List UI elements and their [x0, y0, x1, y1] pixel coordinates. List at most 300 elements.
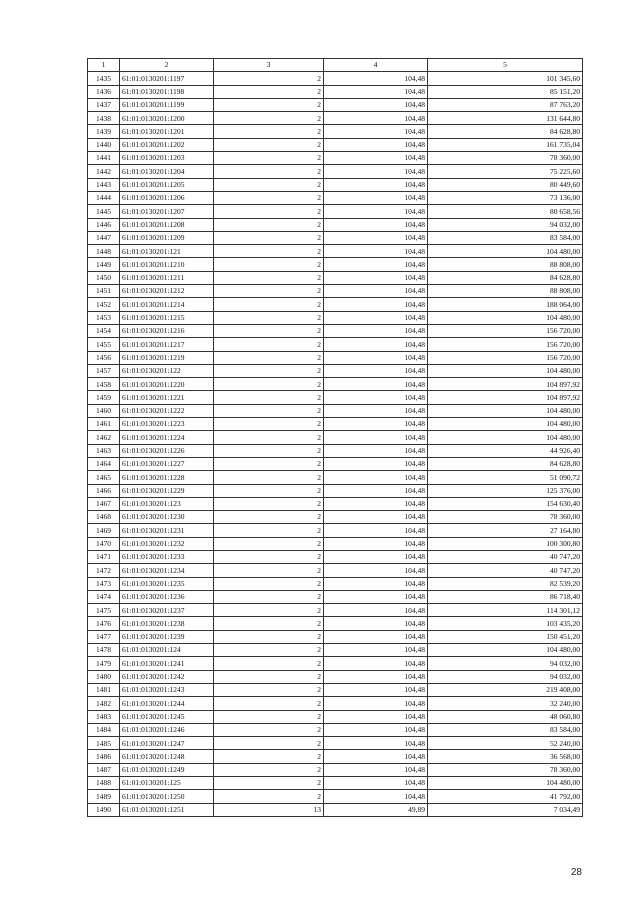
column-4-value: 104,48 — [324, 431, 428, 444]
table-row — [88, 564, 583, 577]
column-4-value: 104,48 — [324, 218, 428, 231]
column-4-value: 104,48 — [324, 298, 428, 311]
column-4-value: 104,48 — [324, 311, 428, 324]
row-number: 1467 — [88, 497, 120, 510]
column-3-value: 2 — [214, 670, 324, 683]
column-4-value: 104,48 — [324, 138, 428, 151]
table-row — [88, 617, 583, 630]
column-4-value: 104,48 — [324, 657, 428, 670]
table-row — [88, 98, 583, 111]
row-number: 1448 — [88, 245, 120, 258]
column-5-value: 100 300,80 — [428, 537, 583, 550]
table-row — [88, 723, 583, 736]
row-number: 1463 — [88, 444, 120, 457]
column-5-value: 104 897,92 — [428, 391, 583, 404]
column-5-value: 161 735,04 — [428, 138, 583, 151]
column-3-value: 2 — [214, 364, 324, 377]
column-3-value: 2 — [214, 657, 324, 670]
table-row — [88, 165, 583, 178]
row-number: 1482 — [88, 697, 120, 710]
cadastral-number: 61:01:0130201:1226 — [120, 444, 214, 457]
table-row — [88, 750, 583, 763]
column-3-value: 2 — [214, 604, 324, 617]
column-5-value: 104 897,92 — [428, 378, 583, 391]
column-4-value: 104,48 — [324, 444, 428, 457]
column-3-value: 2 — [214, 271, 324, 284]
table-row — [88, 271, 583, 284]
column-3-value: 2 — [214, 98, 324, 111]
row-number: 1451 — [88, 285, 120, 298]
column-5-value: 52 240,00 — [428, 737, 583, 750]
column-5-value: 41 792,00 — [428, 790, 583, 803]
column-3-value: 2 — [214, 683, 324, 696]
column-4-value: 104,48 — [324, 697, 428, 710]
cadastral-number: 61:01:0130201:1239 — [120, 630, 214, 643]
column-5-value: 80 658,56 — [428, 205, 583, 218]
table-row — [88, 231, 583, 244]
cadastral-number: 61:01:0130201:1220 — [120, 378, 214, 391]
cadastral-number: 61:01:0130201:1198 — [120, 85, 214, 98]
column-4-value: 104,48 — [324, 205, 428, 218]
row-number: 1471 — [88, 550, 120, 563]
column-5-value: 104 480,00 — [428, 644, 583, 657]
column-4-value: 104,48 — [324, 165, 428, 178]
table-row — [88, 245, 583, 258]
cadastral-number: 61:01:0130201:1249 — [120, 763, 214, 776]
column-3-value: 2 — [214, 777, 324, 790]
row-number: 1455 — [88, 338, 120, 351]
row-number: 1477 — [88, 630, 120, 643]
column-5-value: 75 225,60 — [428, 165, 583, 178]
column-header-3: 3 — [214, 59, 324, 72]
table-row — [88, 311, 583, 324]
header-row — [88, 59, 583, 72]
cadastral-number: 61:01:0130201:1229 — [120, 484, 214, 497]
column-4-value: 104,48 — [324, 231, 428, 244]
row-number: 1464 — [88, 457, 120, 470]
table-row — [88, 152, 583, 165]
column-3-value: 2 — [214, 298, 324, 311]
cadastral-number: 61:01:0130201:1250 — [120, 790, 214, 803]
column-4-value: 104,48 — [324, 670, 428, 683]
cadastral-number: 61:01:0130201:1202 — [120, 138, 214, 151]
column-3-value: 2 — [214, 258, 324, 271]
column-5-value: 104 480,00 — [428, 245, 583, 258]
column-5-value: 156 720,00 — [428, 324, 583, 337]
row-number: 1439 — [88, 125, 120, 138]
column-4-value: 104,48 — [324, 245, 428, 258]
column-5-value: 154 630,40 — [428, 497, 583, 510]
cadastral-number: 61:01:0130201:1251 — [120, 803, 214, 816]
row-number: 1478 — [88, 644, 120, 657]
column-5-value: 87 763,20 — [428, 98, 583, 111]
cadastral-number: 61:01:0130201:1232 — [120, 537, 214, 550]
row-number: 1441 — [88, 152, 120, 165]
row-number: 1459 — [88, 391, 120, 404]
column-3-value: 2 — [214, 324, 324, 337]
table-row — [88, 803, 583, 816]
column-4-value: 49,89 — [324, 803, 428, 816]
column-3-value: 2 — [214, 484, 324, 497]
row-number: 1461 — [88, 418, 120, 431]
cadastral-number: 61:01:0130201:1243 — [120, 683, 214, 696]
table-row — [88, 590, 583, 603]
cadastral-number: 61:01:0130201:125 — [120, 777, 214, 790]
column-4-value: 104,48 — [324, 617, 428, 630]
table-row — [88, 178, 583, 191]
column-4-value: 104,48 — [324, 271, 428, 284]
cadastral-number: 61:01:0130201:1215 — [120, 311, 214, 324]
cadastral-number: 61:01:0130201:1204 — [120, 165, 214, 178]
row-number: 1445 — [88, 205, 120, 218]
column-4-value: 104,48 — [324, 258, 428, 271]
table-row — [88, 604, 583, 617]
row-number: 1457 — [88, 364, 120, 377]
column-5-value: 83 584,00 — [428, 723, 583, 736]
column-3-value: 2 — [214, 152, 324, 165]
column-5-value: 150 451,20 — [428, 630, 583, 643]
cadastral-number: 61:01:0130201:1214 — [120, 298, 214, 311]
table-row — [88, 191, 583, 204]
row-number: 1481 — [88, 683, 120, 696]
cadastral-number: 61:01:0130201:1212 — [120, 285, 214, 298]
column-5-value: 78 360,00 — [428, 152, 583, 165]
column-5-value: 78 360,00 — [428, 511, 583, 524]
column-4-value: 104,48 — [324, 644, 428, 657]
column-header-2: 2 — [120, 59, 214, 72]
table-row — [88, 763, 583, 776]
cadastral-number: 61:01:0130201:1245 — [120, 710, 214, 723]
column-3-value: 2 — [214, 178, 324, 191]
column-5-value: 104 480,00 — [428, 311, 583, 324]
column-4-value: 104,48 — [324, 537, 428, 550]
column-header-1: 1 — [88, 59, 120, 72]
column-3-value: 2 — [214, 497, 324, 510]
row-number: 1472 — [88, 564, 120, 577]
table-row — [88, 258, 583, 271]
column-4-value: 104,48 — [324, 630, 428, 643]
column-3-value: 2 — [214, 205, 324, 218]
column-5-value: 32 240,00 — [428, 697, 583, 710]
column-4-value: 104,48 — [324, 511, 428, 524]
column-5-value: 131 644,80 — [428, 112, 583, 125]
cadastral-number: 61:01:0130201:1209 — [120, 231, 214, 244]
table-row — [88, 657, 583, 670]
column-3-value: 2 — [214, 564, 324, 577]
row-number: 1453 — [88, 311, 120, 324]
column-5-value: 51 090,72 — [428, 471, 583, 484]
column-3-value: 2 — [214, 165, 324, 178]
column-3-value: 2 — [214, 378, 324, 391]
cadastral-number: 61:01:0130201:1238 — [120, 617, 214, 630]
table-row — [88, 298, 583, 311]
column-3-value: 2 — [214, 85, 324, 98]
column-3-value: 2 — [214, 511, 324, 524]
column-3-value: 2 — [214, 418, 324, 431]
row-number: 1488 — [88, 777, 120, 790]
column-4-value: 104,48 — [324, 351, 428, 364]
column-3-value: 2 — [214, 285, 324, 298]
row-number: 1485 — [88, 737, 120, 750]
column-5-value: 94 032,00 — [428, 657, 583, 670]
column-4-value: 104,48 — [324, 285, 428, 298]
column-3-value: 2 — [214, 537, 324, 550]
table-row — [88, 218, 583, 231]
column-4-value: 104,48 — [324, 125, 428, 138]
row-number: 1444 — [88, 191, 120, 204]
column-5-value: 88 808,00 — [428, 285, 583, 298]
column-5-value: 125 376,00 — [428, 484, 583, 497]
column-3-value: 2 — [214, 444, 324, 457]
row-number: 1438 — [88, 112, 120, 125]
table-row — [88, 338, 583, 351]
column-5-value: 84 628,80 — [428, 271, 583, 284]
row-number: 1479 — [88, 657, 120, 670]
column-3-value: 2 — [214, 138, 324, 151]
column-5-value: 104 480,00 — [428, 404, 583, 417]
cadastral-number: 61:01:0130201:1217 — [120, 338, 214, 351]
table-row — [88, 125, 583, 138]
column-3-value: 2 — [214, 191, 324, 204]
cadastral-number: 61:01:0130201:1244 — [120, 697, 214, 710]
column-3-value: 2 — [214, 72, 324, 85]
row-number: 1447 — [88, 231, 120, 244]
row-number: 1480 — [88, 670, 120, 683]
column-header-5: 5 — [428, 59, 583, 72]
column-4-value: 104,48 — [324, 550, 428, 563]
table-row — [88, 391, 583, 404]
column-4-value: 104,48 — [324, 85, 428, 98]
column-4-value: 104,48 — [324, 418, 428, 431]
cadastral-number: 61:01:0130201:1219 — [120, 351, 214, 364]
column-4-value: 104,48 — [324, 604, 428, 617]
cadastral-number: 61:01:0130201:1237 — [120, 604, 214, 617]
column-5-value: 103 435,20 — [428, 617, 583, 630]
row-number: 1436 — [88, 85, 120, 98]
row-number: 1452 — [88, 298, 120, 311]
table-row — [88, 790, 583, 803]
row-number: 1468 — [88, 511, 120, 524]
column-5-value: 80 449,60 — [428, 178, 583, 191]
row-number: 1458 — [88, 378, 120, 391]
row-number: 1449 — [88, 258, 120, 271]
column-3-value: 2 — [214, 231, 324, 244]
row-number: 1456 — [88, 351, 120, 364]
cadastral-number: 61:01:0130201:1248 — [120, 750, 214, 763]
row-number: 1442 — [88, 165, 120, 178]
cadastral-number: 61:01:0130201:1231 — [120, 524, 214, 537]
column-3-value: 2 — [214, 471, 324, 484]
column-3-value: 2 — [214, 630, 324, 643]
cadastral-number: 61:01:0130201:1234 — [120, 564, 214, 577]
cadastral-number: 61:01:0130201:1216 — [120, 324, 214, 337]
column-4-value: 104,48 — [324, 723, 428, 736]
column-5-value: 86 718,40 — [428, 590, 583, 603]
cadastral-number: 61:01:0130201:1211 — [120, 271, 214, 284]
table-row — [88, 112, 583, 125]
table-row — [88, 138, 583, 151]
cadastral-number: 61:01:0130201:1208 — [120, 218, 214, 231]
column-4-value: 104,48 — [324, 471, 428, 484]
table-row — [88, 457, 583, 470]
cadastral-number: 61:01:0130201:1199 — [120, 98, 214, 111]
cadastral-number: 61:01:0130201:124 — [120, 644, 214, 657]
column-3-value: 2 — [214, 590, 324, 603]
cadastral-number: 61:01:0130201:1224 — [120, 431, 214, 444]
column-3-value: 2 — [214, 723, 324, 736]
column-5-value: 219 408,00 — [428, 683, 583, 696]
cadastral-number: 61:01:0130201:1247 — [120, 737, 214, 750]
column-5-value: 82 539,20 — [428, 577, 583, 590]
column-5-value: 27 164,80 — [428, 524, 583, 537]
table-row — [88, 431, 583, 444]
table-row — [88, 351, 583, 364]
column-5-value: 101 345,60 — [428, 72, 583, 85]
column-5-value: 73 136,00 — [428, 191, 583, 204]
column-4-value: 104,48 — [324, 338, 428, 351]
table-row — [88, 324, 583, 337]
cadastral-number: 61:01:0130201:1197 — [120, 72, 214, 85]
column-3-value: 2 — [214, 737, 324, 750]
cadastral-number: 61:01:0130201:123 — [120, 497, 214, 510]
column-3-value: 2 — [214, 125, 324, 138]
column-5-value: 104 480,00 — [428, 418, 583, 431]
table-row — [88, 537, 583, 550]
row-number: 1440 — [88, 138, 120, 151]
column-4-value: 104,48 — [324, 378, 428, 391]
column-3-value: 2 — [214, 404, 324, 417]
column-4-value: 104,48 — [324, 524, 428, 537]
column-3-value: 2 — [214, 112, 324, 125]
column-4-value: 104,48 — [324, 577, 428, 590]
column-5-value: 114 301,12 — [428, 604, 583, 617]
table-row — [88, 697, 583, 710]
row-number: 1486 — [88, 750, 120, 763]
cadastral-number: 61:01:0130201:1205 — [120, 178, 214, 191]
column-4-value: 104,48 — [324, 112, 428, 125]
column-4-value: 104,48 — [324, 72, 428, 85]
column-5-value: 40 747,20 — [428, 564, 583, 577]
column-4-value: 104,48 — [324, 152, 428, 165]
cadastral-number: 61:01:0130201:1228 — [120, 471, 214, 484]
column-5-value: 40 747,20 — [428, 550, 583, 563]
column-4-value: 104,48 — [324, 497, 428, 510]
column-4-value: 104,48 — [324, 324, 428, 337]
column-4-value: 104,48 — [324, 178, 428, 191]
column-5-value: 156 720,00 — [428, 351, 583, 364]
cadastral-number: 61:01:0130201:1242 — [120, 670, 214, 683]
row-number: 1470 — [88, 537, 120, 550]
column-3-value: 2 — [214, 790, 324, 803]
cadastral-number: 61:01:0130201:1201 — [120, 125, 214, 138]
cadastral-number: 61:01:0130201:122 — [120, 364, 214, 377]
column-5-value: 84 628,80 — [428, 457, 583, 470]
cadastral-value-table — [87, 58, 583, 817]
column-4-value: 104,48 — [324, 391, 428, 404]
cadastral-number: 61:01:0130201:1203 — [120, 152, 214, 165]
cadastral-number: 61:01:0130201:1236 — [120, 590, 214, 603]
column-4-value: 104,48 — [324, 564, 428, 577]
column-4-value: 104,48 — [324, 777, 428, 790]
column-5-value: 104 480,00 — [428, 777, 583, 790]
table-row — [88, 577, 583, 590]
table-row — [88, 630, 583, 643]
row-number: 1460 — [88, 404, 120, 417]
table-row — [88, 484, 583, 497]
row-number: 1462 — [88, 431, 120, 444]
column-3-value: 2 — [214, 338, 324, 351]
cadastral-number: 61:01:0130201:1233 — [120, 550, 214, 563]
column-4-value: 104,48 — [324, 404, 428, 417]
column-4-value: 104,48 — [324, 710, 428, 723]
row-number: 1483 — [88, 710, 120, 723]
row-number: 1476 — [88, 617, 120, 630]
column-5-value: 84 628,80 — [428, 125, 583, 138]
table-row — [88, 471, 583, 484]
row-number: 1489 — [88, 790, 120, 803]
cadastral-number: 61:01:0130201:1206 — [120, 191, 214, 204]
row-number: 1435 — [88, 72, 120, 85]
table-row — [88, 737, 583, 750]
row-number: 1490 — [88, 803, 120, 816]
row-number: 1446 — [88, 218, 120, 231]
row-number: 1454 — [88, 324, 120, 337]
column-5-value: 104 480,00 — [428, 431, 583, 444]
column-3-value: 2 — [214, 351, 324, 364]
column-5-value: 83 584,00 — [428, 231, 583, 244]
row-number: 1465 — [88, 471, 120, 484]
cadastral-number: 61:01:0130201:1223 — [120, 418, 214, 431]
column-3-value: 2 — [214, 457, 324, 470]
column-5-value: 156 720,00 — [428, 338, 583, 351]
column-4-value: 104,48 — [324, 683, 428, 696]
row-number: 1450 — [88, 271, 120, 284]
row-number: 1437 — [88, 98, 120, 111]
table-body — [88, 72, 583, 817]
table-row — [88, 444, 583, 457]
table-row — [88, 550, 583, 563]
column-3-value: 2 — [214, 750, 324, 763]
table-header — [88, 59, 583, 72]
table-row — [88, 404, 583, 417]
column-5-value: 94 032,00 — [428, 218, 583, 231]
cadastral-number: 61:01:0130201:1200 — [120, 112, 214, 125]
table-row — [88, 364, 583, 377]
column-3-value: 2 — [214, 577, 324, 590]
table-row — [88, 497, 583, 510]
row-number: 1443 — [88, 178, 120, 191]
cadastral-number: 61:01:0130201:1241 — [120, 657, 214, 670]
cadastral-number: 61:01:0130201:1210 — [120, 258, 214, 271]
column-4-value: 104,48 — [324, 364, 428, 377]
row-number: 1474 — [88, 590, 120, 603]
cadastral-number: 61:01:0130201:1207 — [120, 205, 214, 218]
column-5-value: 78 360,00 — [428, 763, 583, 776]
row-number: 1466 — [88, 484, 120, 497]
table-row — [88, 644, 583, 657]
column-3-value: 2 — [214, 697, 324, 710]
column-5-value: 104 480,00 — [428, 364, 583, 377]
table-row — [88, 85, 583, 98]
column-4-value: 104,48 — [324, 457, 428, 470]
column-5-value: 88 808,00 — [428, 258, 583, 271]
table-row — [88, 285, 583, 298]
table-row — [88, 670, 583, 683]
column-4-value: 104,48 — [324, 98, 428, 111]
table-row — [88, 378, 583, 391]
cadastral-number: 61:01:0130201:1246 — [120, 723, 214, 736]
column-3-value: 2 — [214, 431, 324, 444]
